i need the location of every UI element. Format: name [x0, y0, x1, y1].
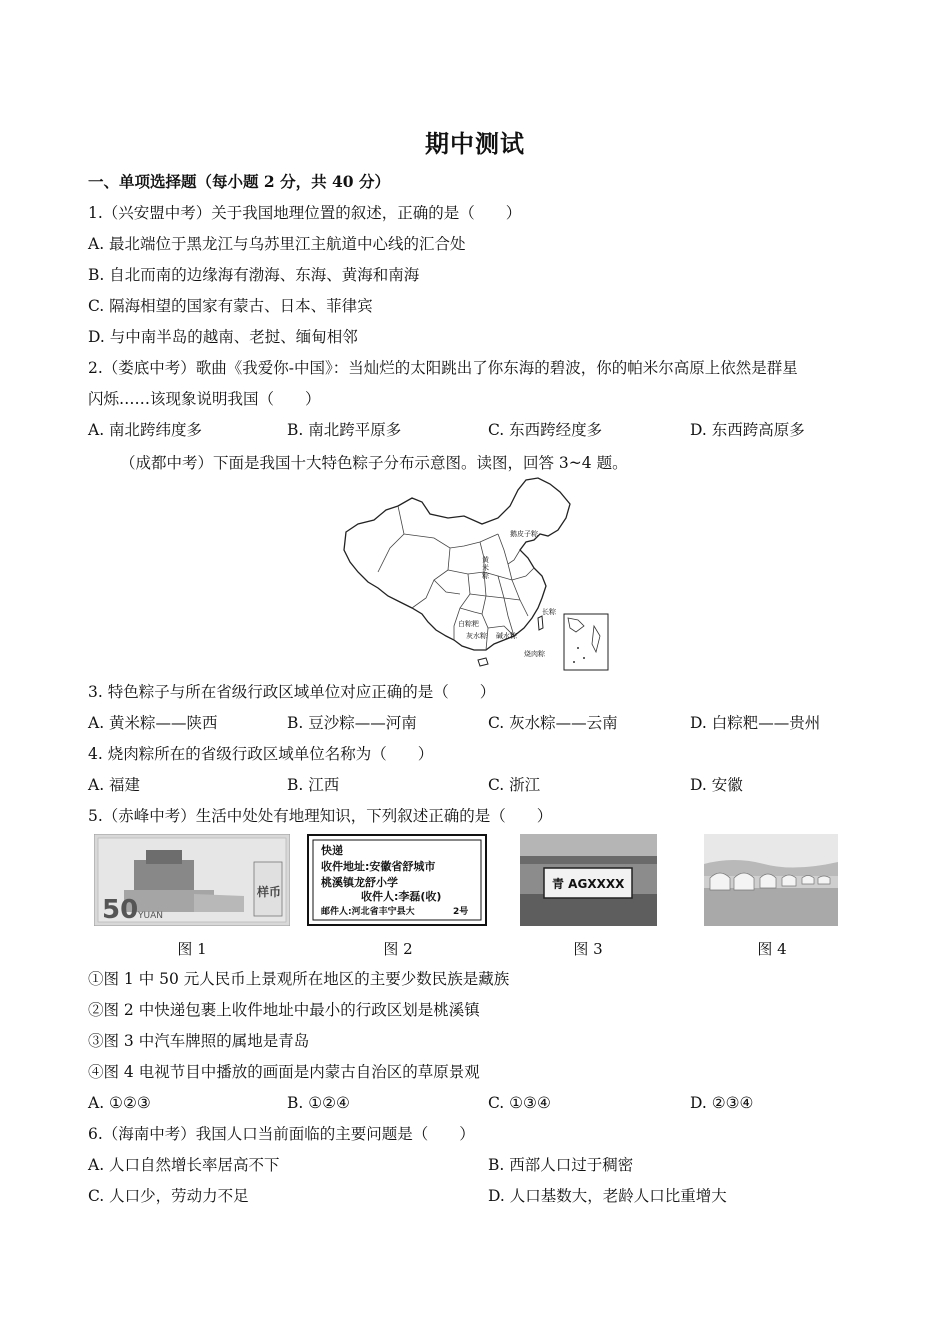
q3-option-a: A. 黄米粽——陕西 — [88, 714, 218, 732]
page-title: 期中测试 — [425, 129, 525, 158]
map-label-3: 米 — [482, 564, 489, 572]
taiwan-island — [538, 616, 543, 630]
q6-option-c: C. 人口少，劳动力不足 — [88, 1187, 249, 1205]
figure-2-caption: 图 2 — [383, 940, 413, 958]
map-label-9: 烧肉粽 — [524, 650, 545, 658]
map-label-4: 粽 — [482, 572, 489, 580]
figure-4-caption: 图 4 — [757, 940, 787, 958]
hainan-island — [478, 658, 488, 666]
q5-statement-1: ①图 1 中 50 元人民币上景观所在地区的主要少数民族是藏族 — [88, 970, 510, 988]
q4-option-c: C. 浙江 — [488, 776, 541, 794]
figure-3-caption: 图 3 — [573, 940, 603, 958]
figure-4-grassland-yurts — [704, 834, 838, 926]
q5-option-d: D. ②③④ — [690, 1094, 754, 1112]
label-line-2: 收件地址:安徽省舒城市 — [321, 860, 436, 873]
q3-option-d: D. 白粽粑——贵州 — [690, 714, 821, 732]
q1-stem: 1.（兴安盟中考）关于我国地理位置的叙述，正确的是（ ） — [88, 204, 522, 222]
banknote-svg — [94, 834, 290, 926]
zongzi-map — [338, 476, 616, 674]
figure-1-banknote — [94, 834, 290, 926]
map-label-5: 长粽 — [542, 608, 556, 616]
q5-option-a: A. ①②③ — [88, 1094, 151, 1112]
q6-option-d: D. 人口基数大，老龄人口比重增大 — [488, 1187, 727, 1205]
banknote-stamp: 样币 — [257, 885, 282, 899]
q3-option-b: B. 豆沙粽——河南 — [287, 714, 417, 732]
q5-stem: 5.（赤峰中考）生活中处处有地理知识，下列叙述正确的是（ ） — [88, 807, 553, 825]
section-heading: 一、单项选择题（每小题 2 分，共 40 分） — [88, 172, 390, 191]
q2-option-d: D. 东西跨高原多 — [690, 421, 805, 439]
figure-2-express-label — [307, 834, 487, 926]
banknote-value: 50 — [102, 895, 139, 925]
figure-1-caption: 图 1 — [177, 940, 207, 958]
q4-option-b: B. 江西 — [287, 776, 340, 794]
license-plate-svg — [520, 834, 657, 926]
label-line-5: 邮件人:河北省丰宁县大 — [321, 907, 415, 917]
express-label-svg — [307, 834, 487, 926]
q5-statement-4: ④图 4 电视节目中播放的画面是内蒙古自治区的草原景观 — [88, 1063, 480, 1081]
yurts-svg — [704, 834, 838, 926]
plate-text: 青 AGXXXX — [552, 877, 625, 891]
q1-option-d: D. 与中南半岛的越南、老挝、缅甸相邻 — [88, 328, 358, 346]
q1-option-c: C. 隔海相望的国家有蒙古、日本、菲律宾 — [88, 297, 373, 315]
q5-statement-2: ②图 2 中快递包裹上收件地址中最小的行政区划是桃溪镇 — [88, 1001, 480, 1019]
q3-option-c: C. 灰水粽——云南 — [488, 714, 618, 732]
banknote-yuan: YUAN — [138, 911, 163, 921]
q5-option-c: C. ①③④ — [488, 1094, 551, 1112]
q4-stem: 4. 烧肉粽所在的省级行政区域单位名称为（ ） — [88, 745, 434, 763]
q1-option-b: B. 自北而南的边缘海有渤海、东海、黄海和南海 — [88, 266, 420, 284]
q2-stem-line1: 2.（娄底中考）歌曲《我爱你-中国》：当灿烂的太阳跳出了你东海的碧波，你的帕米尔高原上依然是群星 — [88, 359, 798, 377]
q4-option-d: D. 安徽 — [690, 776, 743, 794]
q6-stem: 6.（海南中考）我国人口当前面临的主要问题是（ ） — [88, 1125, 475, 1143]
map-label-6: 白粽粑 — [458, 620, 479, 628]
label-line-3: 桃溪镇龙舒小学 — [321, 876, 398, 889]
q4-option-a: A. 福建 — [88, 776, 141, 794]
china-outline — [344, 478, 570, 650]
map-label-7: 灰水粽 — [466, 632, 487, 640]
q1-option-a: A. 最北端位于黑龙江与乌苏里江主航道中心线的汇合处 — [88, 235, 466, 253]
label-line-4: 收件人:李磊(收) — [361, 890, 442, 903]
q5-statement-3: ③图 3 中汽车牌照的属地是青岛 — [88, 1032, 310, 1050]
label-line-5b: 2号 — [453, 907, 469, 917]
china-map-svg — [338, 476, 616, 674]
map-label-2: 黄 — [482, 556, 489, 564]
q2-stem-line2: 闪烁……该现象说明我国（ ） — [88, 390, 321, 408]
q2-option-b: B. 南北跨平原多 — [287, 421, 402, 439]
q2-option-c: C. 东西跨经度多 — [488, 421, 603, 439]
figure-3-license-plate — [520, 834, 657, 926]
q6-option-b: B. 西部人口过于稠密 — [488, 1156, 634, 1174]
q5-option-b: B. ①②④ — [287, 1094, 350, 1112]
q34-intro: （成都中考）下面是我国十大特色粽子分布示意图。读图，回答 3~4 题。 — [120, 454, 628, 472]
map-label-8: 碱水粽 — [496, 632, 517, 640]
q6-option-a: A. 人口自然增长率居高不下 — [88, 1156, 280, 1174]
q2-option-a: A. 南北跨纬度多 — [88, 421, 203, 439]
q3-stem: 3. 特色粽子与所在省级行政区域单位对应正确的是（ ） — [88, 683, 496, 701]
south-china-sea-inset — [564, 614, 608, 670]
map-label-1: 鹅皮子粽 — [510, 530, 538, 538]
label-line-1: 快递 — [321, 844, 343, 857]
